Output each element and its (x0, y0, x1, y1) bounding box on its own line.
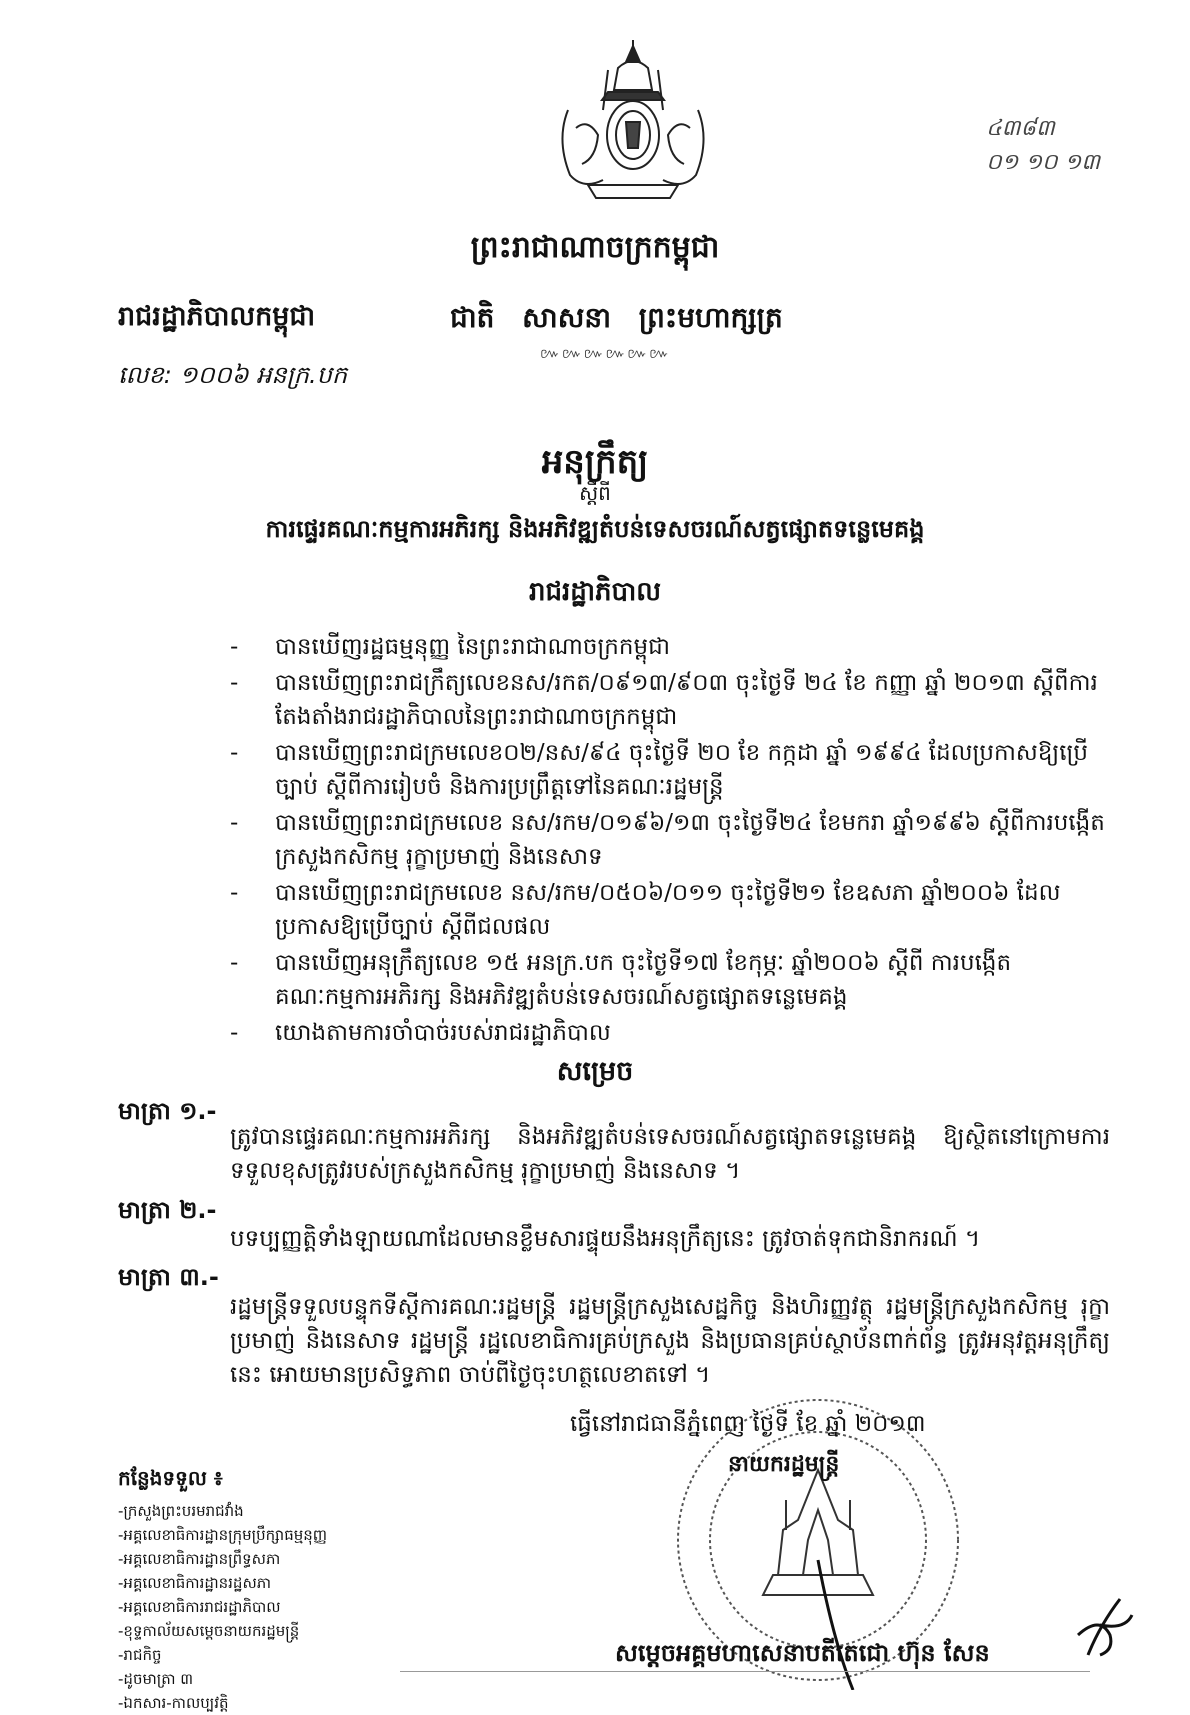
recipient-item: - ខុទ្ទកាល័យសម្ដេចនាយករដ្ឋមន្ត្រី (118, 1619, 378, 1643)
preamble-item: - យោងតាមការចាំបាច់របស់រាជរដ្ឋាភិបាល (230, 1016, 1110, 1050)
recipient-item: - ក្រសួងព្រះបរមរាជវាំង (118, 1499, 378, 1523)
ornament-divider: ៚៚៚៚៚៚ (540, 346, 671, 362)
decree-subject: ការផ្ទេរគណៈកម្មការអភិរក្ស និងអភិវឌ្ឍតំបន់ទេសចរណ៍សត្វផ្សោតទន្លេមេគង្គ (265, 515, 925, 543)
preamble-item: - បានឃើញព្រះរាជក្រឹត្យលេខនស/រកត/០៩១៣/៩០៣ ចុះថ្ងៃទី ២៤ ខែ កញ្ញា ឆ្នាំ ២០១៣ ស្ដីពីការតែងតាំងរាជរដ្ឋាភិបាលនៃព្រះរាជាណាចក្រកម្ពុជា (230, 666, 1110, 734)
kingdom-heading: ព្រះរាជាណាចក្រកម្ពុជា (470, 230, 720, 265)
national-motto: ជាតិ សាសនា ព្រះមហាក្សត្រ (450, 301, 783, 334)
document-type: អនុក្រឹត្យ (541, 442, 649, 482)
recipient-item: - អគ្គលេខាធិការដ្ឋានរដ្ឋសភា (118, 1571, 378, 1595)
issuer-heading: រាជរដ្ឋាភិបាល (528, 577, 662, 607)
article-1-body: ត្រូវបានផ្ទេរគណៈកម្មការអភិរក្ស និងអភិវឌ្ឍតំបន់ទេសចរណ៍សត្វផ្សោតទន្លេមេគង្គ ឱ្យស្ថិតនៅក្រោមការទទួលខុសត្រូវរបស់ក្រសួងកសិកម្ម រុក្ខាប្រមាញ់ និងនេសាទ ។ (230, 1124, 1110, 1184)
article-2-body: បទប្បញ្ញត្តិទាំងឡាយណាដែលមានខ្លឹមសារផ្ទុយនឹងអនុក្រឹត្យនេះ ត្រូវចាត់ទុកជានិរាករណ៍ ។ (230, 1226, 981, 1252)
recipient-item: - អគ្គលេខាធិការដ្ឋានព្រឹទ្ធសភា (118, 1547, 378, 1571)
preamble-item: - បានឃើញព្រះរាជក្រមលេខ០២/នស/៩៤ ចុះថ្ងៃទី ២០ ខែ កក្កដា ឆ្នាំ ១៩៩៤ ដែលប្រកាសឱ្យប្រើច្បាប់ ស្ដីពីការរៀបចំ និងការប្រព្រឹត្តទៅនៃគណៈរដ្ឋមន្ត្រី (230, 736, 1110, 804)
recipients-list (118, 1499, 378, 1715)
article-2-heading: មាត្រា ២.- (118, 1196, 217, 1224)
recipients-block (118, 1465, 378, 1715)
handwritten-note-line: ៤៣៨៣ (986, 116, 1055, 141)
handwritten-note (986, 112, 1100, 180)
handwritten-signature-icon (1070, 1595, 1140, 1665)
handwritten-note-line: ០១ ១០ ១៣ (986, 150, 1100, 175)
signer-name: សម្ដេចអគ្គមហាសេនាបតីតេជោ ហ៊ុន សែន (615, 1639, 990, 1667)
preamble-item: - បានឃើញព្រះរាជក្រមលេខ នស/រកម/០១៩៦/១៣ ចុះថ្ងៃទី២៤ ខែមករា ឆ្នាំ១៩៩៦ ស្ដីពីការបង្កើតក្រសួងកសិកម្ម រុក្ខាប្រមាញ់ និងនេសាទ (230, 806, 1110, 874)
recipient-item: - ដូចមាត្រា ៣ (118, 1667, 378, 1691)
article-3-body: រដ្ឋមន្ត្រីទទួលបន្ទុកទីស្ដីការគណៈរដ្ឋមន្ត្រី រដ្ឋមន្ត្រីក្រសួងសេដ្ឋកិច្ច និងហិរញ្ញវត្ថុ រដ្ឋមន្ត្រីក្រសួងកសិកម្ម រុក្ខាប្រមាញ់ និងនេសាទ រដ្ឋមន្ត្រី រដ្ឋលេខាធិការគ្រប់ក្រសួង និងប្រធានគ្រប់ស្ថាប័នពាក់ព័ន្ធ ត្រូវអនុវត្តអនុក្រឹត្យនេះ អោយមានប្រសិទ្ធភាព ចាប់ពីថ្ងៃចុះហត្ថលេខាតទៅ ។ (230, 1294, 1110, 1388)
preamble-item: - បានឃើញអនុក្រឹត្យលេខ ១៥ អនក្រ.បក ចុះថ្ងៃទី១៧ ខែកុម្ភៈ ឆ្នាំ២០០៦ ស្ដីពី ការបង្កើតគណៈកម្មការអភិរក្ស និងអភិវឌ្ឍតំបន់ទេសចរណ៍សត្វផ្សោតទន្លេមេគង្គ (230, 946, 1110, 1014)
article-3-heading: មាត្រា ៣.- (118, 1263, 219, 1291)
preamble-item: - បានឃើញរដ្ឋធម្មនុញ្ញ នៃព្រះរាជាណាចក្រកម្ពុជា (230, 630, 1110, 664)
recipients-title: កន្លែងទទួល ៖ (118, 1466, 223, 1490)
recipient-item: - រាជកិច្ច (118, 1643, 378, 1667)
place-and-date: ធ្វើនៅរាជធានីភ្នំពេញ ថ្ងៃទី ខែ ឆ្នាំ ២០១៣ (570, 1411, 926, 1437)
ministry-name: រាជរដ្ឋាភិបាលកម្ពុជា (118, 301, 316, 332)
reference-number: លេខ: ១០០៦ អនក្រ.បក (118, 361, 348, 389)
decision-heading: សម្រេច (556, 1056, 634, 1087)
bottom-rule (400, 1671, 1090, 1672)
article-1-heading: មាត្រា ១.- (118, 1097, 217, 1125)
seal-title: នាយករដ្ឋមន្ត្រី (728, 1452, 840, 1477)
preamble-list (230, 630, 1110, 1052)
recipient-item: - អគ្គលេខាធិការដ្ឋានក្រុមប្រឹក្សាធម្មនុញ្ញ (118, 1523, 378, 1547)
recipient-item: - អគ្គលេខាធិការរាជរដ្ឋាភិបាល (118, 1595, 378, 1619)
preamble-item: - បានឃើញព្រះរាជក្រមលេខ នស/រកម/០៥០៦/០១១ ចុះថ្ងៃទី២១ ខែឧសភា ឆ្នាំ២០០៦ ដែលប្រកាសឱ្យប្រើច្បាប់ ស្ដីពីជលផល (230, 876, 1110, 944)
royal-coat-of-arms-icon (548, 40, 718, 210)
about-label: ស្ដីពី (579, 481, 611, 505)
recipient-item: - ឯកសារ-កាលប្បវត្តិ (118, 1691, 378, 1715)
